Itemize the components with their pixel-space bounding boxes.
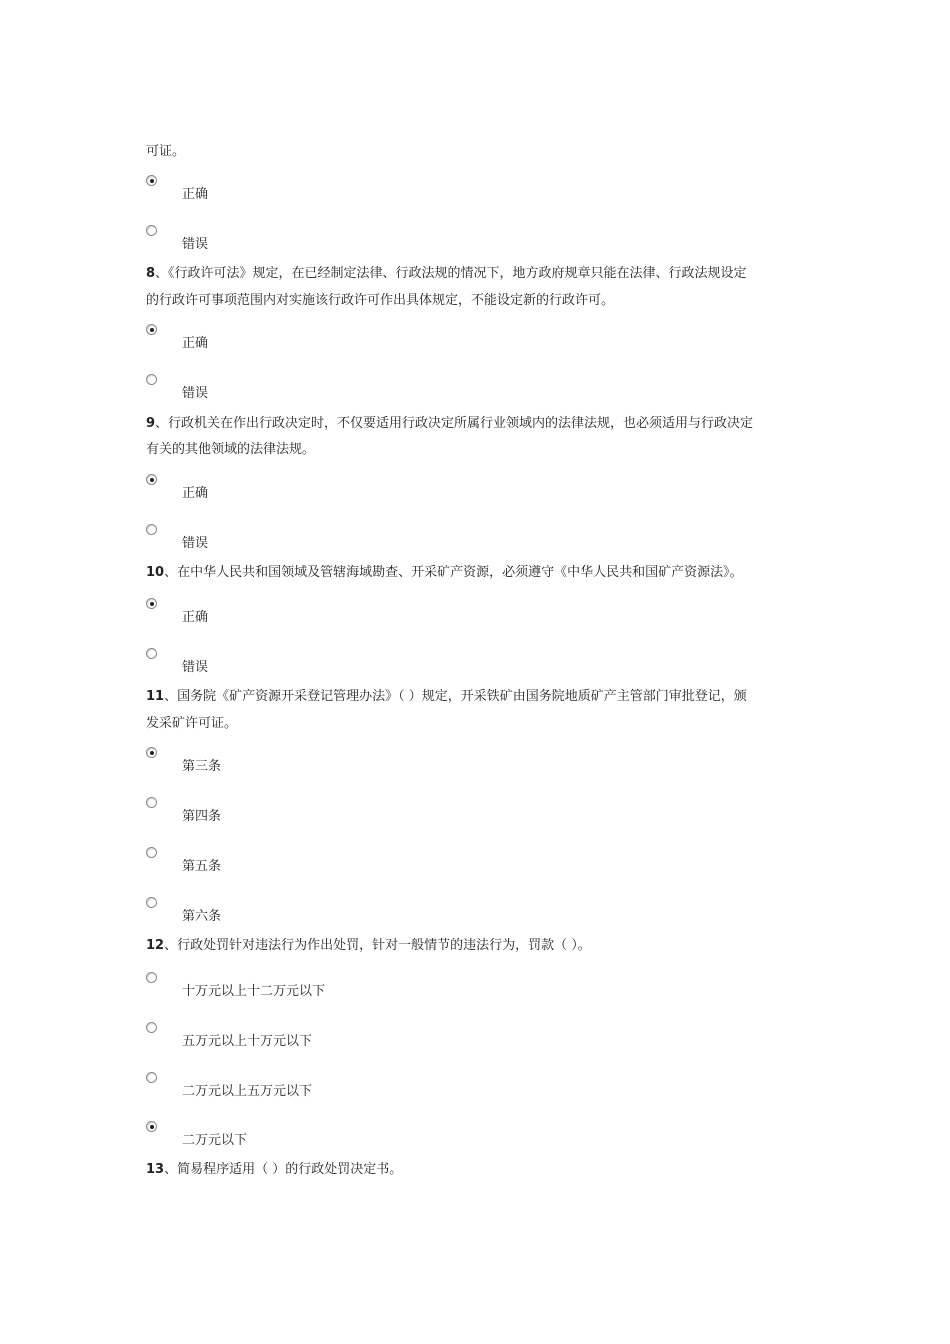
q9-option-correct-radio[interactable] [146, 474, 157, 485]
question-11-text-line2: 发采矿许可证。 [146, 716, 238, 731]
q12-option-d-radio[interactable] [146, 1121, 157, 1132]
q9-option-wrong-label: 错误 [182, 536, 209, 551]
q10-option-correct-label: 正确 [182, 610, 209, 625]
q11-option-b-label: 第四条 [182, 809, 222, 824]
question-9-text-line2: 有关的其他领域的法律法规。 [146, 442, 316, 457]
q11-option-d-radio[interactable] [146, 897, 157, 908]
q11-option-a-label: 第三条 [182, 759, 222, 774]
question-13-text-line1: 13、简易程序适用（ ）的行政处罚决定书。 [146, 1162, 403, 1177]
q11-option-a-radio[interactable] [146, 747, 157, 758]
q8-option-correct-radio[interactable] [146, 324, 157, 335]
question-11-number: 11 [146, 689, 165, 704]
q12-option-d-label: 二万元以下 [182, 1133, 248, 1148]
q10-option-wrong-radio[interactable] [146, 648, 157, 659]
q12-option-a-label: 十万元以上十二万元以下 [182, 984, 326, 999]
question-10-number: 10 [146, 565, 165, 580]
q11-option-c-radio[interactable] [146, 847, 157, 858]
q9-option-correct-label: 正确 [182, 486, 209, 501]
question-13-number: 13 [146, 1162, 165, 1177]
question-8-text-line2: 的行政许可事项范围内对实施该行政许可作出具体规定，不能设定新的行政许可。 [146, 293, 615, 308]
q10-option-wrong-label: 错误 [182, 660, 209, 675]
q7-option-correct-label: 正确 [182, 187, 209, 202]
q8-option-wrong-radio[interactable] [146, 374, 157, 385]
question-12-text-line1: 12、行政处罚针对违法行为作出处罚，针对一般情节的违法行为，罚款（ ）。 [146, 938, 591, 953]
question-9-number: 9 [146, 416, 156, 431]
question-12-number: 12 [146, 938, 165, 953]
question-7-continuation: 可证。 [146, 144, 186, 159]
q8-option-correct-label: 正确 [182, 336, 209, 351]
q7-option-correct-radio[interactable] [146, 175, 157, 186]
q7-option-wrong-radio[interactable] [146, 225, 157, 236]
question-8-number: 8 [146, 266, 156, 281]
q12-option-a-radio[interactable] [146, 972, 157, 983]
q9-option-wrong-radio[interactable] [146, 524, 157, 535]
q8-option-wrong-label: 错误 [182, 386, 209, 401]
question-9-text-line1: 9、行政机关在作出行政决定时，不仅要适用行政决定所属行业领域内的法律法规，也必须适用与行政决定 [146, 416, 754, 431]
q11-option-d-label: 第六条 [182, 909, 222, 924]
question-10-text-line1: 10、在中华人民共和国领域及管辖海域勘查、开采矿产资源，必须遵守《中华人民共和国矿产资源法》。 [146, 565, 743, 580]
question-8-text-line1: 8、《行政许可法》规定，在已经制定法律、行政法规的情况下，地方政府规章只能在法律、行政法规设定 [146, 266, 747, 281]
q12-option-c-label: 二万元以上五万元以下 [182, 1084, 313, 1099]
question-11-text-line1: 11、国务院《矿产资源开采登记管理办法》（ ）规定，开采铁矿由国务院地质矿产主管部门审批登记，颁 [146, 689, 747, 704]
q7-option-wrong-label: 错误 [182, 237, 209, 252]
q12-option-c-radio[interactable] [146, 1072, 157, 1083]
q10-option-correct-radio[interactable] [146, 598, 157, 609]
q12-option-b-radio[interactable] [146, 1022, 157, 1033]
q11-option-c-label: 第五条 [182, 859, 222, 874]
q11-option-b-radio[interactable] [146, 797, 157, 808]
q12-option-b-label: 五万元以上十万元以下 [182, 1034, 313, 1049]
